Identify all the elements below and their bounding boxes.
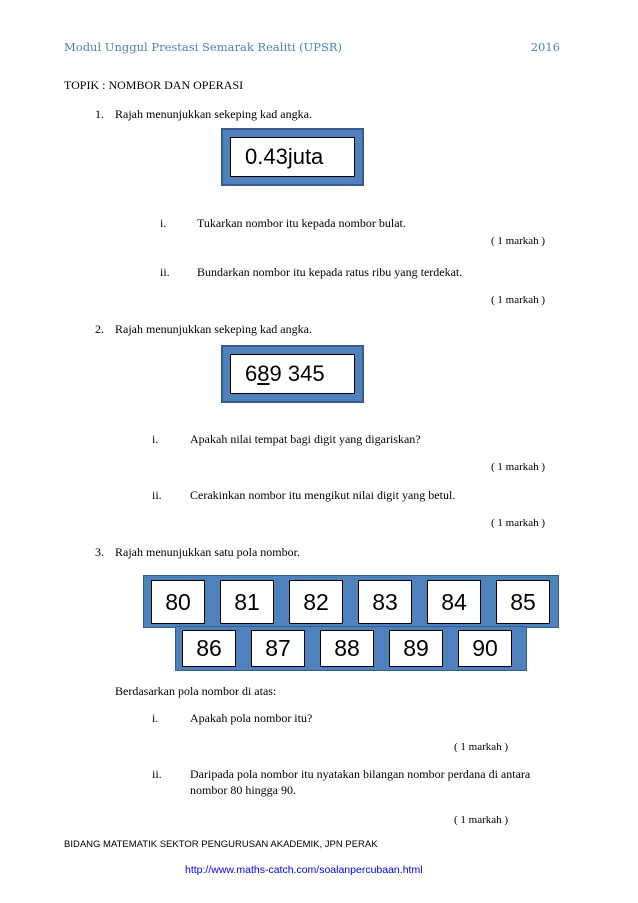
pattern-cell: 90 (458, 630, 512, 667)
q3-part-i-marks: ( 1 markah ) (454, 741, 509, 753)
pattern-cell: 86 (182, 630, 236, 667)
q3-part-ii-marks: ( 1 markah ) (454, 814, 509, 826)
q3-text: Rajah menunjukkan satu pola nombor. (115, 545, 300, 559)
q2-number-card (221, 345, 364, 403)
q1-part-ii-marks: ( 1 markah ) (491, 294, 546, 306)
q2-part-ii-marks: ( 1 markah ) (491, 517, 546, 529)
q2-number: 2. (95, 322, 104, 336)
q2-card-underlined-digit: 8 (257, 361, 270, 386)
q3-part-i-number: i. (152, 711, 159, 725)
q1-part-ii-number: ii. (160, 265, 170, 279)
q2-card-value (230, 354, 355, 394)
pattern-cell: 82 (289, 580, 343, 624)
q1-part-i-number: i. (160, 216, 167, 230)
q1-card-value: 0.43juta (230, 137, 355, 177)
q3-part-i-text: Apakah pola nombor itu? (190, 711, 313, 725)
pattern-cell: 81 (220, 580, 274, 624)
pattern-cell: 85 (496, 580, 550, 624)
footer-organization: BIDANG MATEMATIK SEKTOR PENGURUSAN AKADEMIK, JPN PERAK (64, 839, 378, 850)
q2-card-digit-pre: 6 (245, 361, 258, 386)
q3-part-ii-text-line2: nombor 80 hingga 90. (190, 783, 296, 797)
pattern-cell: 84 (427, 580, 481, 624)
q1-part-i-text: Tukarkan nombor itu kepada nombor bulat. (197, 216, 406, 230)
q3-intro: Berdasarkan pola nombor di atas: (115, 684, 277, 698)
q2-part-i-number: i. (152, 432, 159, 446)
pattern-cell: 87 (251, 630, 305, 667)
pattern-cell: 88 (320, 630, 374, 667)
header-title: Modul Unggul Prestasi Semarak Realiti (UPSR) (64, 40, 343, 54)
q2-part-ii-number: ii. (152, 488, 162, 502)
q2-part-i-text: Apakah nilai tempat bagi digit yang digariskan? (190, 432, 421, 446)
q2-part-ii-text: Cerakinkan nombor itu mengikut nilai digit yang betul. (190, 488, 456, 502)
q1-number: 1. (95, 107, 104, 121)
header-year: 2016 (530, 40, 560, 54)
topic-heading: TOPIK : NOMBOR DAN OPERASI (64, 78, 244, 92)
pattern-cell: 89 (389, 630, 443, 667)
q1-part-i-marks: ( 1 markah ) (491, 235, 546, 247)
pattern-cell: 83 (358, 580, 412, 624)
footer-url-link[interactable]: http://www.maths-catch.com/soalanpercubaan.html (185, 864, 423, 876)
q1-part-ii-text: Bundarkan nombor itu kepada ratus ribu yang terdekat. (197, 265, 463, 279)
q3-part-ii-number: ii. (152, 767, 162, 781)
q2-text: Rajah menunjukkan sekeping kad angka. (115, 322, 312, 336)
q3-number: 3. (95, 545, 104, 559)
pattern-cell: 80 (151, 580, 205, 624)
q2-card-digit-post: 9 345 (269, 361, 325, 386)
q1-text: Rajah menunjukkan sekeping kad angka. (115, 107, 312, 121)
q2-part-i-marks: ( 1 markah ) (491, 461, 546, 473)
q3-part-ii-text: Daripada pola nombor itu nyatakan bilangan nombor perdana di antara (190, 767, 531, 781)
q1-number-card (221, 128, 364, 186)
